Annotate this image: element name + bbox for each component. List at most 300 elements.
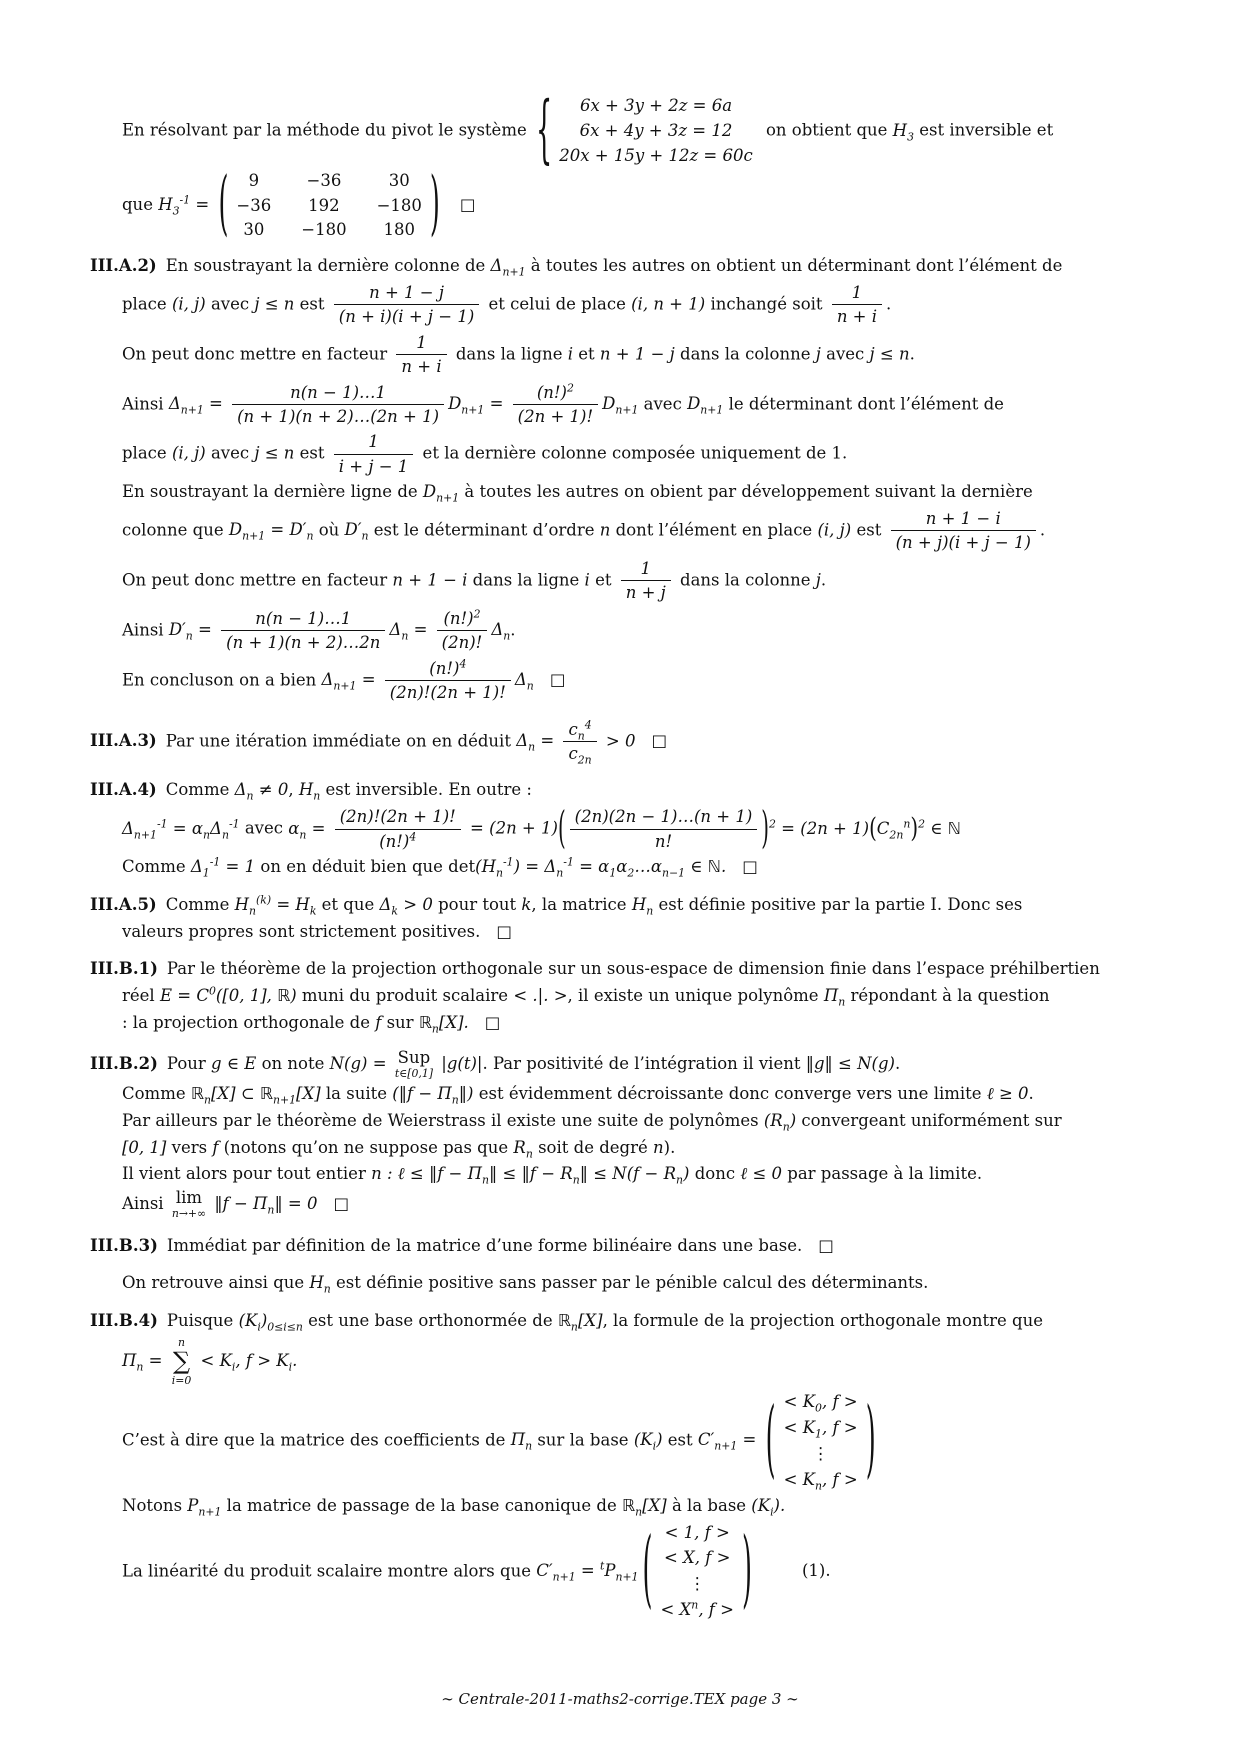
section-label: III.A.3) bbox=[90, 730, 157, 750]
math-run: i bbox=[584, 570, 590, 590]
text-run: Il vient alors pour tout entier bbox=[122, 1164, 372, 1184]
text-run: est inversible. En outre : bbox=[320, 780, 532, 800]
text-run: En concluson on a bien bbox=[122, 670, 322, 690]
fraction bbox=[563, 718, 596, 766]
section-iiib2 bbox=[90, 1047, 1152, 1221]
sum-lower: i=0 bbox=[171, 1374, 192, 1388]
fraction-numerator: $c_n^4$ bbox=[568, 718, 592, 742]
text-run: dans la colonne bbox=[674, 570, 816, 590]
section-iiia2 bbox=[90, 254, 1152, 705]
section-iiib1 bbox=[90, 957, 1152, 1036]
text-run: , bbox=[288, 780, 299, 800]
fraction-denominator: n! bbox=[570, 829, 758, 853]
math-run: $D_{n+1}$ = bbox=[448, 393, 509, 417]
fraction-numerator: (2n)!(2n + 1)! bbox=[339, 807, 456, 827]
sum-operator bbox=[172, 1336, 192, 1388]
fraction bbox=[891, 507, 1036, 555]
text-run: dans la colonne bbox=[674, 344, 816, 364]
big-paren: ) bbox=[761, 803, 770, 854]
text-run: sur la base bbox=[532, 1430, 634, 1450]
math-run: $H_n^{(k)} = H_k$ bbox=[234, 893, 317, 918]
document-line bbox=[122, 381, 1152, 429]
system-row: 6x + 3y + 2z = 6a bbox=[579, 96, 733, 115]
left-paren: ( bbox=[218, 163, 229, 247]
text-run: est une base orthonormée de bbox=[302, 1311, 558, 1331]
document-line bbox=[122, 430, 1152, 478]
section-label: III.B.3) bbox=[90, 1235, 158, 1255]
text-run: Par une itération immédiate on en déduit bbox=[165, 730, 517, 750]
document-line bbox=[122, 1109, 1152, 1134]
text-run: . bbox=[1028, 1084, 1034, 1104]
document-line bbox=[90, 1047, 1152, 1080]
math-run: $\Delta_{n+1}$ = bbox=[321, 670, 381, 693]
fraction-denominator: n + i bbox=[396, 354, 446, 378]
text-run: Pour bbox=[166, 1053, 212, 1073]
math-run: g ∈ E bbox=[211, 1053, 257, 1073]
text-run: est inversible et bbox=[913, 120, 1054, 140]
text-run: Ainsi bbox=[122, 393, 169, 413]
fraction bbox=[513, 381, 598, 429]
fraction-numerator: n + 1 − i bbox=[925, 509, 1001, 529]
math-run: j ≤ n bbox=[254, 294, 295, 314]
matrix-cell: 30 bbox=[388, 171, 410, 191]
math-run: $\Delta_n$ bbox=[514, 670, 534, 693]
text-run: convergeant uniformément sur bbox=[796, 1110, 1062, 1130]
vector-cell: < $K_0$, f > bbox=[783, 1392, 858, 1415]
fraction bbox=[437, 607, 488, 655]
qed-box: □ bbox=[742, 857, 758, 877]
document-line bbox=[122, 1011, 1152, 1036]
math-run: $(K_i)$. bbox=[751, 1495, 786, 1519]
text-run: Comme bbox=[165, 780, 235, 800]
text-run: que bbox=[122, 195, 159, 215]
document-line bbox=[90, 254, 1152, 279]
text-run: est définie positive par la partie I. Donc ses bbox=[653, 894, 1023, 914]
document-line bbox=[122, 657, 1152, 705]
fraction-denominator: $c_{2n}$ bbox=[563, 741, 596, 765]
big-paren: ( bbox=[557, 803, 566, 854]
text-run: avec bbox=[239, 818, 289, 838]
qed-box: □ bbox=[459, 195, 476, 215]
math-run: $\Pi_n$ bbox=[823, 986, 846, 1009]
fraction bbox=[570, 805, 758, 853]
math-run: $(K_i)$ bbox=[633, 1430, 663, 1453]
matrix-cells bbox=[228, 170, 429, 241]
math-run: n : ℓ ≤ ‖f − $\Pi_n‖$ ≤ ‖f − $R_n‖ \le N(f - R_n)$ bbox=[371, 1164, 690, 1187]
math-run: n + 1 − i bbox=[392, 570, 468, 590]
text-run: et bbox=[589, 570, 617, 590]
qed-box: □ bbox=[818, 1235, 834, 1255]
paragraph-block bbox=[122, 87, 1152, 247]
fraction-denominator: (2n)! bbox=[437, 630, 488, 654]
fraction-denominator: (2n)!(2n + 1)! bbox=[385, 680, 511, 704]
math-run: $H_n$ bbox=[298, 780, 321, 803]
math-run: $H_3$ bbox=[892, 120, 914, 143]
math-run: j bbox=[815, 344, 821, 364]
math-run: [0, 1] bbox=[122, 1137, 167, 1157]
text-run: la matrice de passage de la base canonique de bbox=[221, 1495, 623, 1515]
system-row: 20x + 15y + 12z = 60c bbox=[559, 145, 753, 165]
math-run: $(R_n)$ bbox=[763, 1110, 797, 1134]
text-run: et celui de place bbox=[483, 294, 632, 314]
text-run: est bbox=[294, 294, 330, 314]
text-run: muni du produit scalaire bbox=[296, 986, 514, 1006]
text-run: avec bbox=[205, 294, 255, 314]
qed-box: □ bbox=[333, 1194, 350, 1214]
math-run: $\Delta_k > 0$ bbox=[379, 894, 433, 918]
math-run: > 0 bbox=[600, 730, 636, 750]
math-run: $\Delta_{n+1}$ bbox=[490, 256, 526, 279]
text-run: . bbox=[909, 344, 915, 364]
math-run: $\Delta_n$ bbox=[491, 620, 511, 643]
text-run: est le déterminant d’ordre bbox=[368, 520, 600, 540]
text-run: En résolvant par la méthode du pivot le système bbox=[122, 120, 532, 140]
math-run: ‖g‖ ≤ N(g) bbox=[805, 1053, 895, 1073]
text-run: . Par positivité de l’intégration il vient bbox=[482, 1053, 806, 1073]
text-run: dont l’élément en place bbox=[610, 520, 818, 540]
math-run: ℓ ≤ 0 bbox=[740, 1164, 783, 1184]
qed-box: □ bbox=[484, 1012, 501, 1032]
text-run: est bbox=[851, 520, 887, 540]
text-run: Puisque bbox=[166, 1311, 239, 1331]
qed-box: □ bbox=[496, 921, 512, 941]
document-line bbox=[122, 920, 1152, 945]
qed-box: □ bbox=[549, 670, 566, 690]
text-run: Comme bbox=[165, 894, 235, 914]
section-label: III.B.4) bbox=[90, 1311, 158, 1331]
document-line bbox=[122, 480, 1152, 505]
qed-box: □ bbox=[651, 730, 668, 750]
right-paren: ) bbox=[429, 163, 440, 247]
math-run: (i, j) bbox=[817, 520, 852, 540]
vector-cell: < $X^n$, f > bbox=[660, 1598, 734, 1620]
math-run: $\Pi_n$ = bbox=[122, 1351, 168, 1374]
math-run: ‖f − $\Pi_n‖ = 0$ bbox=[209, 1194, 318, 1217]
math-run: < $K_i$, $f > K_i$. bbox=[195, 1351, 298, 1374]
fraction-denominator: (n + 1)(n + 2)…(2n + 1) bbox=[232, 404, 444, 428]
math-run: ℝ$_n$[X] bbox=[622, 1495, 667, 1519]
fraction-numerator: n(n − 1)…1 bbox=[290, 382, 387, 402]
math-run: $\Delta_n$ = bbox=[516, 730, 560, 754]
fraction-numerator: $(n!)^2$ bbox=[443, 607, 481, 628]
equation-system bbox=[535, 87, 753, 175]
text-run: C’est à dire que la matrice des coefficients de bbox=[122, 1430, 511, 1450]
fraction-denominator: (n + 1)(n + 2)…2n bbox=[221, 630, 385, 654]
text-run: avec bbox=[638, 393, 688, 413]
right-paren: ) bbox=[741, 1521, 752, 1621]
operator-subscript: n→+∞ bbox=[171, 1207, 207, 1220]
page-footer: ∼ Centrale-2011-maths2-corrige.TEX page 3 ∼ bbox=[441, 1690, 799, 1708]
section-label: III.B.2) bbox=[90, 1053, 158, 1073]
text-run: par passage à la limite. bbox=[782, 1164, 983, 1184]
math-run: $C_{2n}^n$ bbox=[876, 817, 911, 841]
fraction bbox=[385, 657, 511, 705]
text-run: inchangé soit bbox=[705, 294, 828, 314]
document-line bbox=[90, 1234, 1152, 1259]
fraction-numerator: 1 bbox=[416, 332, 427, 352]
math-run: = (2n + 1) bbox=[464, 818, 558, 838]
text-run: le déterminant dont l’élément de bbox=[723, 393, 1004, 413]
vector-cell: ⋮ bbox=[812, 1443, 829, 1463]
text-run: et bbox=[573, 344, 600, 364]
math-run: $\Delta_1^{-1} = 1$ bbox=[190, 855, 256, 880]
text-run: valeurs propres sont strictement positives. bbox=[122, 921, 481, 941]
fraction bbox=[221, 607, 385, 655]
text-run: ). bbox=[663, 1137, 676, 1157]
matrix-cell: 180 bbox=[383, 219, 415, 239]
document-line bbox=[122, 281, 1152, 329]
vector-cell: < $K_n$, f > bbox=[783, 1469, 858, 1493]
vector-cell: ⋮ bbox=[688, 1574, 706, 1594]
document-line bbox=[122, 1189, 1152, 1220]
fraction-denominator: (2n + 1)! bbox=[513, 404, 598, 428]
math-run: $H_n$ bbox=[309, 1273, 331, 1296]
text-run: : la projection orthogonale de bbox=[122, 1012, 376, 1032]
math-run: $\Delta_{n+1}$ = bbox=[168, 393, 229, 417]
text-run: est bbox=[294, 443, 330, 463]
document-line bbox=[122, 1136, 1152, 1161]
fraction-numerator: $(n!)^4$ bbox=[429, 657, 467, 678]
math-run: < .|. > bbox=[513, 986, 568, 1006]
document-line bbox=[122, 87, 1152, 175]
math-run: N(g) = bbox=[329, 1053, 392, 1073]
math-run: $D_{n+1}$ bbox=[687, 393, 724, 417]
section-label: III.A.2) bbox=[90, 256, 157, 276]
math-run: j ≤ n bbox=[254, 443, 295, 463]
text-run: dans la ligne bbox=[467, 570, 585, 590]
math-run: $(K_i)_{0\le i\le n}$ bbox=[238, 1311, 303, 1334]
math-run: $E = C^0([0$, 1], ℝ) bbox=[159, 984, 297, 1006]
matrix-cell: 192 bbox=[308, 195, 340, 215]
section-label: III.A.4) bbox=[90, 780, 157, 800]
vector-cell: < $K_1$, f > bbox=[783, 1418, 858, 1441]
big-paren: ) bbox=[910, 813, 919, 845]
math-run: $\alpha_n$ = bbox=[288, 818, 331, 841]
math-run: (i, n + 1) bbox=[631, 294, 706, 314]
left-paren: ( bbox=[642, 1521, 653, 1621]
fraction-numerator: 1 bbox=[851, 282, 863, 302]
operator-subscript: t∈[0,1] bbox=[394, 1066, 434, 1080]
fraction-denominator: $(n!)^4$ bbox=[335, 829, 461, 853]
math-run: f bbox=[212, 1137, 219, 1157]
section-label: III.B.1) bbox=[90, 959, 158, 979]
text-run: Comme bbox=[122, 1084, 191, 1104]
math-run: (‖f − $\Pi_n‖$) bbox=[392, 1084, 474, 1107]
document-line bbox=[122, 557, 1152, 605]
document-line bbox=[90, 718, 1152, 767]
section-iiia3 bbox=[90, 718, 1152, 767]
document-line bbox=[122, 1082, 1152, 1107]
sum-upper: n bbox=[177, 1335, 185, 1349]
document-line bbox=[90, 957, 1152, 982]
math-run: $^2$ = (2n + 1) bbox=[769, 817, 870, 838]
text-run: Par le théorème de la projection orthogonale sur un sous-espace de dimension finie dans l’espace préhilbertien bbox=[166, 959, 1100, 979]
text-run: La linéarité du produit scalaire montre alors que bbox=[122, 1560, 537, 1580]
text-run: est définie positive sans passer par le pénible calcul des déterminants. bbox=[330, 1273, 929, 1293]
fraction-numerator: 1 bbox=[368, 432, 379, 452]
text-run: on note bbox=[256, 1053, 330, 1073]
text-run: Notons bbox=[122, 1495, 188, 1515]
text-run: répondant à la question bbox=[845, 986, 1050, 1006]
document-line bbox=[122, 984, 1152, 1009]
fraction-numerator: n(n − 1)…1 bbox=[255, 608, 352, 628]
text-run: à la base bbox=[666, 1495, 752, 1515]
fraction bbox=[334, 430, 414, 478]
math-run: k bbox=[521, 894, 532, 914]
text-run: avec bbox=[820, 344, 870, 364]
system-rows bbox=[559, 94, 753, 168]
text-run: . bbox=[820, 570, 827, 590]
under-operator bbox=[395, 1049, 433, 1080]
text-run: Par ailleurs par le théorème de Weierstrass il existe une suite de polynômes bbox=[122, 1110, 764, 1130]
math-run: |g(t)| bbox=[436, 1053, 483, 1073]
text-run: la suite bbox=[320, 1084, 393, 1104]
vector-cells bbox=[652, 1521, 742, 1623]
fraction-denominator: n + j bbox=[621, 580, 671, 604]
math-run: $H_3^{-1}$ = bbox=[158, 193, 215, 218]
fraction-numerator: n + 1 − j bbox=[369, 282, 444, 302]
matrix bbox=[218, 163, 440, 247]
math-run: j bbox=[815, 570, 821, 590]
document-line bbox=[122, 805, 1152, 853]
math-run: $D_{n+1} = D'_n$ bbox=[228, 520, 314, 543]
text-run: , la formule de la projection orthogonale montre que bbox=[602, 1311, 1043, 1331]
math-run: $H_n$ bbox=[631, 894, 654, 918]
document-line bbox=[122, 331, 1152, 379]
math-run: (i, j) bbox=[171, 443, 206, 463]
fraction-denominator: (n + j)(i + j − 1) bbox=[891, 530, 1036, 554]
text-run: Ainsi bbox=[122, 620, 169, 640]
document-line bbox=[122, 1271, 1152, 1296]
math-run: $D_{n+1}$ bbox=[602, 393, 639, 417]
operator-word: lim bbox=[175, 1188, 203, 1208]
text-run: avec bbox=[205, 443, 255, 463]
text-run: . bbox=[1039, 520, 1046, 540]
document-line bbox=[122, 1162, 1152, 1187]
math-run: $^2$ ∈ ℕ bbox=[918, 817, 961, 838]
section-iiia5 bbox=[90, 893, 1152, 945]
fraction-denominator: (n + i)(i + j − 1) bbox=[334, 304, 480, 328]
text-run: colonne que bbox=[122, 520, 229, 540]
text-run: Ainsi bbox=[122, 1194, 169, 1214]
fraction bbox=[335, 805, 461, 853]
section-iiib3 bbox=[90, 1234, 1152, 1259]
document-line bbox=[122, 607, 1152, 655]
math-run: ℝ$_n$[X]. bbox=[418, 1012, 469, 1036]
matrix-cell: −36 bbox=[236, 195, 272, 215]
document-line bbox=[122, 507, 1152, 555]
math-run: $C'_{n+1}$ = bbox=[697, 1430, 762, 1453]
document-line bbox=[90, 778, 1152, 803]
math-run: n bbox=[599, 520, 611, 540]
text-run: réel bbox=[122, 986, 160, 1006]
math-run: i bbox=[567, 344, 573, 364]
text-run: . bbox=[510, 620, 516, 640]
math-run: $D'_n$ bbox=[344, 520, 369, 543]
column-vector bbox=[642, 1521, 751, 1623]
math-run: $(H_n^{-1}) = \Delta_n^{-1}$ = $\alpha_1\alpha_2\dots\alpha_{n-1}$ ∈ ℕ. bbox=[475, 855, 727, 880]
text-run: Comme bbox=[122, 857, 191, 877]
math-run: ℓ ≥ 0 bbox=[986, 1084, 1029, 1104]
fraction-numerator: $(n!)^2$ bbox=[536, 381, 574, 402]
text-run: (notons qu’on ne suppose pas que bbox=[218, 1137, 514, 1157]
math-run: $\Delta_{n+1}^{-1} = \alpha_n\Delta_n^{-1}$ bbox=[122, 817, 240, 841]
section-iiib4 bbox=[90, 1309, 1152, 1622]
right-paren: ) bbox=[865, 1390, 876, 1490]
math-run: n bbox=[653, 1137, 664, 1157]
text-run: pour tout bbox=[432, 894, 522, 914]
matrix-cell: −180 bbox=[301, 219, 347, 239]
text-run: sur bbox=[381, 1012, 419, 1032]
math-run: (i, j) bbox=[171, 294, 206, 314]
text-run: En soustrayant la dernière colonne de bbox=[165, 256, 491, 276]
math-run: $P_{n+1}$ bbox=[187, 1495, 222, 1519]
text-run: et la dernière colonne composée uniquement de 1. bbox=[417, 443, 848, 463]
math-run: ℝ$_n$[X] ⊂ ℝ$_{n+1}$[X] bbox=[190, 1084, 321, 1107]
big-paren: ( bbox=[869, 813, 877, 845]
math-run: j ≤ n bbox=[869, 344, 910, 364]
text-run: place bbox=[122, 294, 172, 314]
text-run: vers bbox=[166, 1137, 213, 1157]
text-run: Immédiat par définition de la matrice d’une forme bilinéaire dans une base. bbox=[166, 1235, 803, 1255]
fraction-denominator: i + j − 1 bbox=[334, 454, 414, 478]
text-run: On peut donc mettre en facteur bbox=[122, 570, 393, 590]
matrix-cell: −180 bbox=[376, 195, 422, 215]
text-run: . bbox=[894, 1053, 901, 1073]
text-run: . bbox=[886, 294, 892, 314]
matrix-cell: 9 bbox=[248, 171, 260, 191]
document-line bbox=[90, 1309, 1152, 1334]
fraction bbox=[832, 281, 882, 329]
math-run: $\Pi_n$ bbox=[510, 1430, 533, 1453]
text-run: on en déduit bien que det bbox=[255, 857, 476, 877]
math-run: ℝ$_n$[X] bbox=[557, 1311, 603, 1334]
document-line bbox=[122, 1521, 1152, 1623]
text-run: On peut donc mettre en facteur bbox=[122, 344, 393, 364]
text-run: En soustrayant la dernière ligne de bbox=[122, 482, 423, 502]
left-paren: ( bbox=[765, 1390, 776, 1490]
text-run: est bbox=[662, 1430, 698, 1450]
math-run: $R_n$ bbox=[513, 1137, 533, 1160]
under-operator bbox=[172, 1189, 206, 1220]
matrix-cell: −36 bbox=[306, 171, 342, 191]
math-run: $\Delta_n \ne 0$ bbox=[234, 780, 289, 803]
text-run: où bbox=[313, 520, 345, 540]
math-run: n + 1 − j bbox=[599, 344, 675, 364]
document-line bbox=[122, 163, 1152, 247]
document-line bbox=[122, 855, 1152, 880]
fraction-numerator: (2n)(2n − 1)…(n + 1) bbox=[574, 807, 753, 827]
math-run: f bbox=[375, 1012, 382, 1032]
text-run: , il existe un unique polynôme bbox=[567, 986, 824, 1006]
operator-word: Sup bbox=[397, 1047, 431, 1067]
text-run: on obtient que bbox=[760, 120, 893, 140]
document-line bbox=[122, 1494, 1152, 1519]
text-run: soit de degré bbox=[532, 1137, 654, 1157]
vector-cell: < X, f > bbox=[663, 1548, 731, 1568]
math-run: $C'_{n+1} = ^tP_{n+1}$ bbox=[536, 1559, 639, 1584]
fraction-numerator: 1 bbox=[640, 558, 651, 578]
text-run: donc bbox=[689, 1164, 741, 1184]
text-run: place bbox=[122, 443, 172, 463]
text-run: dans la ligne bbox=[450, 344, 568, 364]
section-iiia4 bbox=[90, 778, 1152, 880]
text-run: à toutes les autres on obtient un déterminant dont l’élément de bbox=[525, 256, 1063, 276]
matrix-cell: 30 bbox=[243, 219, 265, 239]
document-line bbox=[122, 1390, 1152, 1492]
math-run: $\Delta_n$ = bbox=[389, 620, 433, 643]
text-run: à toutes les autres on obient par développement suivant la dernière bbox=[459, 482, 1033, 502]
